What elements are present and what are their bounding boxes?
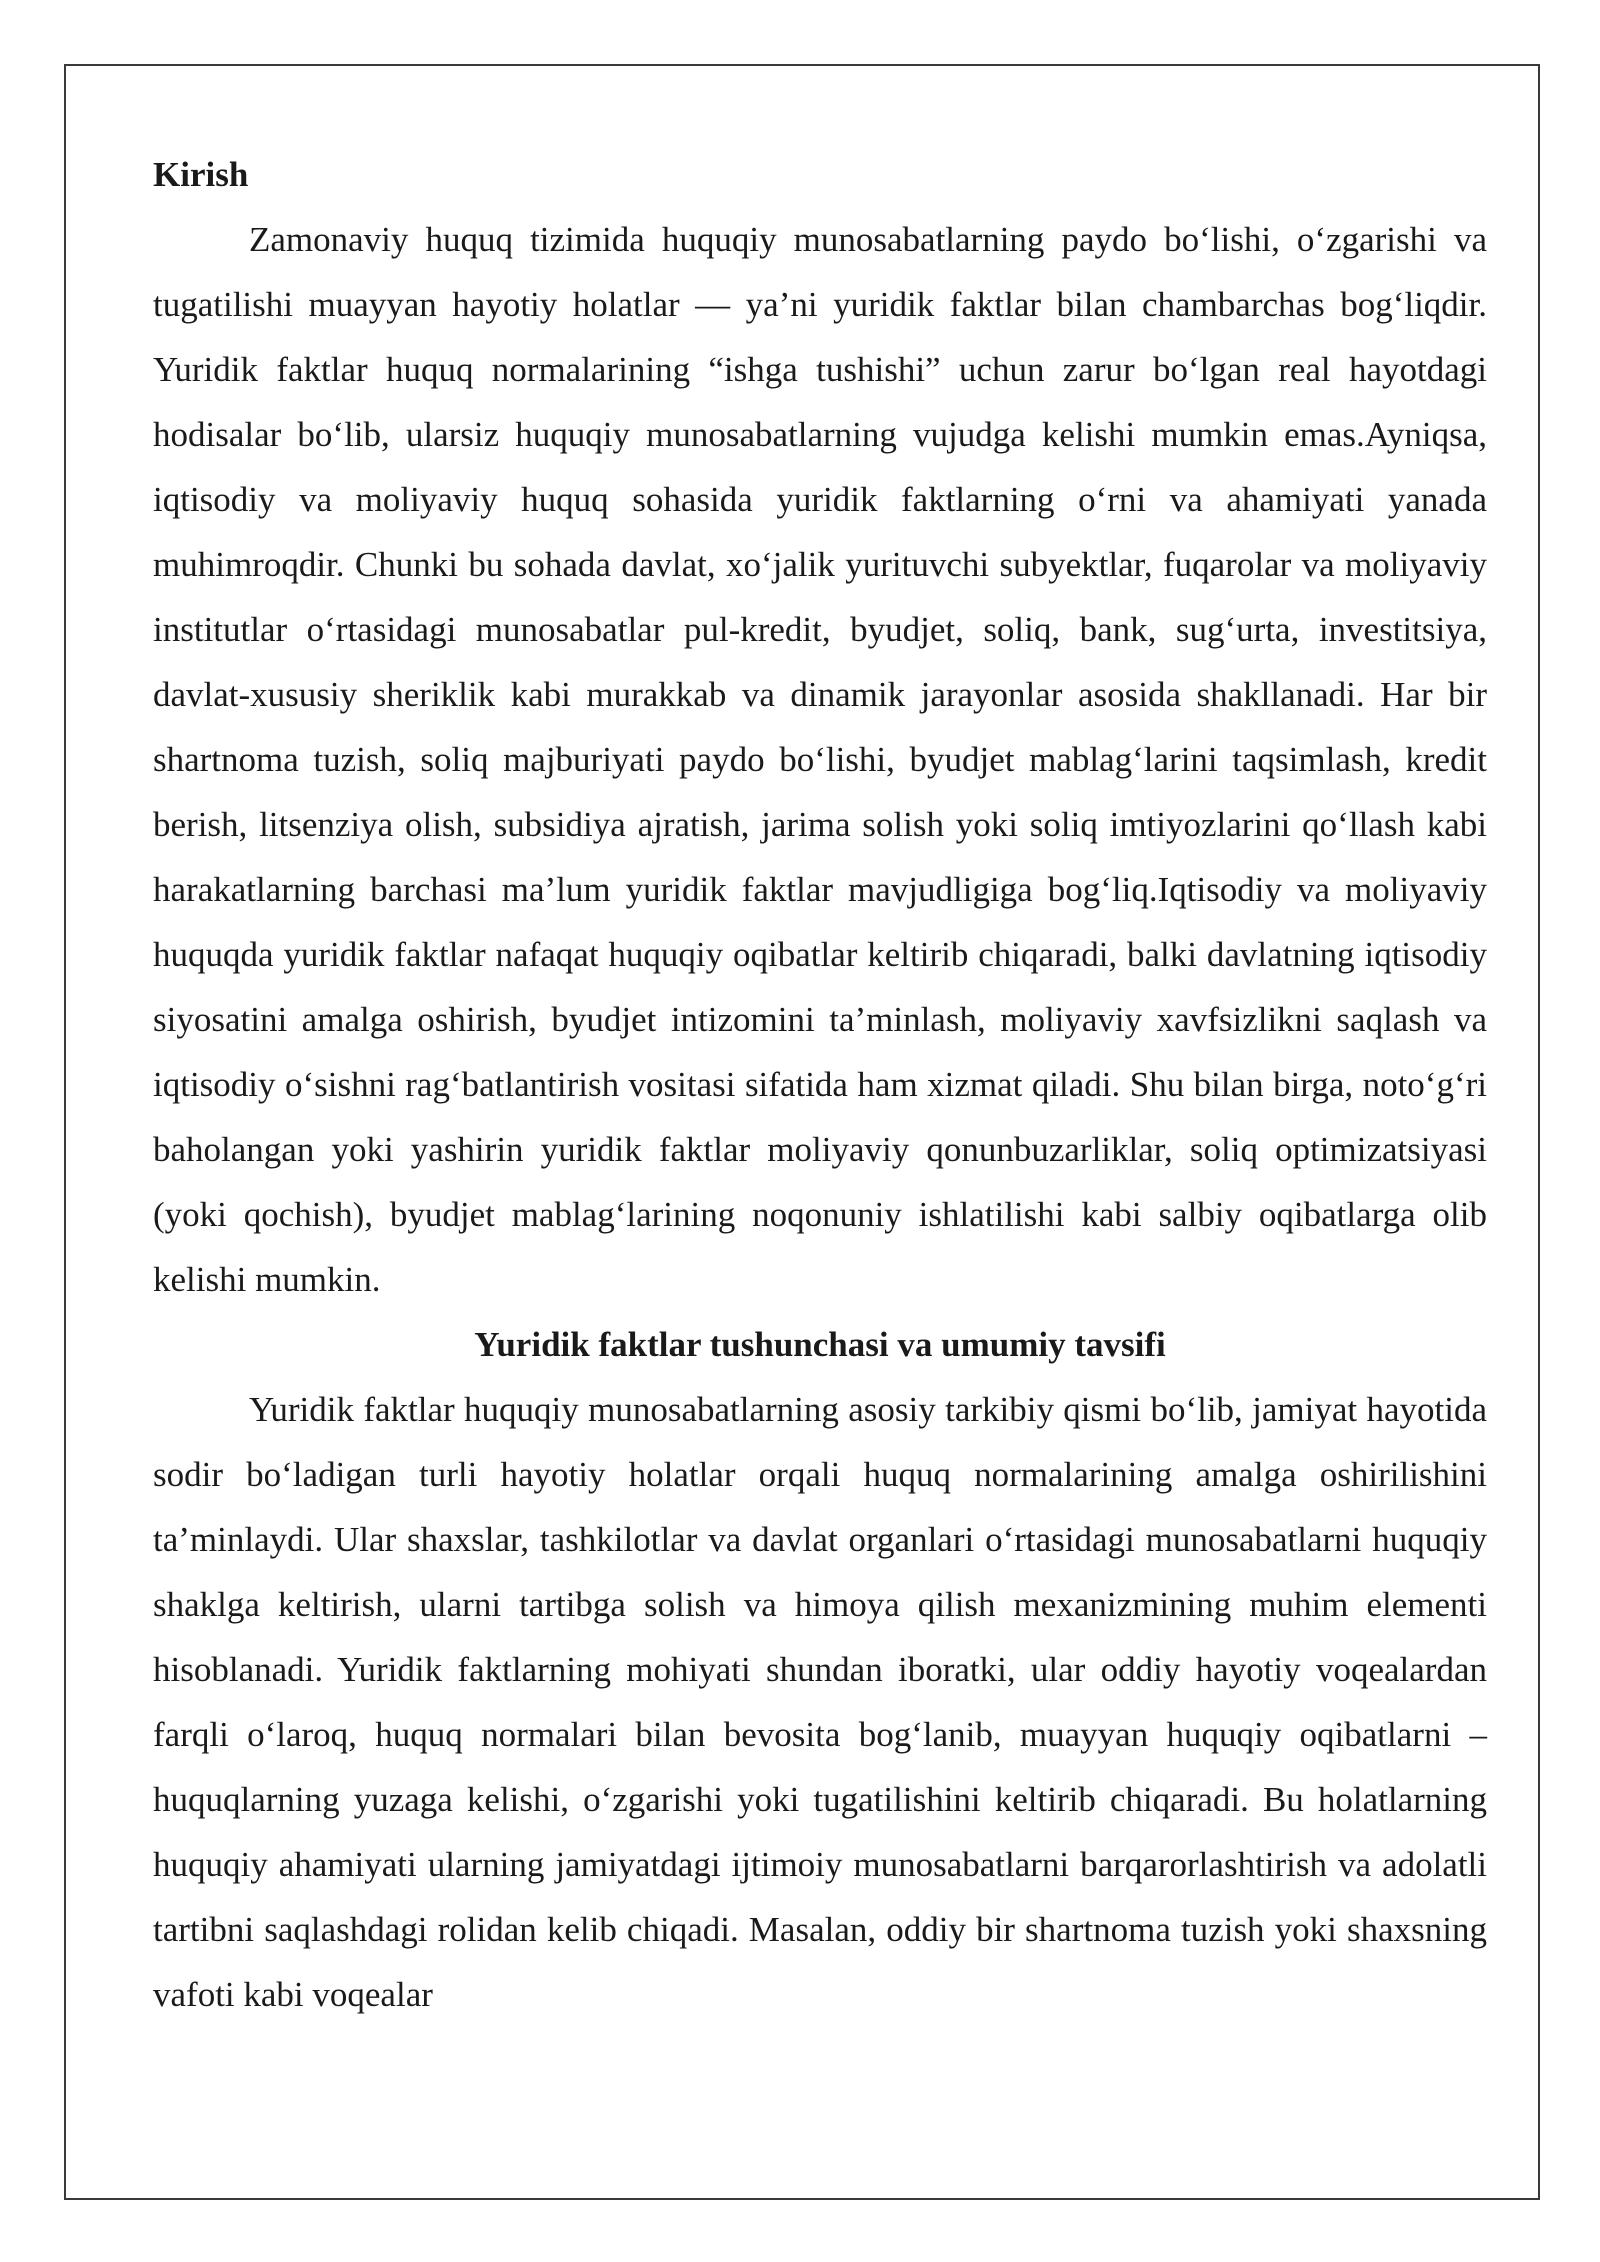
intro-paragraph: Zamonaviy huquq tizimida huquqiy munosabatlarning paydo bo‘lishi, o‘zgarishi va tugatilishi muayyan hayotiy holatlar — ya’ni yuridik faktlar bilan chambarchas bog‘liqdir. Yuridik faktlar huquq normalarining “ishga tushishi” uchun zarur bo‘lgan real hayotdagi hodisalar bo‘lib, ularsiz huquqiy munosabatlarning vujudga kelishi mumkin emas.Ayniqsa, iqtisodiy va moliyaviy huquq sohasida yuridik faktlarning o‘rni va ahamiyati yanada muhimroqdir. Chunki bu sohada davlat, xo‘jalik yurituvchi subyektlar, fuqarolar va moliyaviy institutlar o‘rtasidagi munosabatlar pul-kredit, byudjet, soliq, bank, sug‘urta, investitsiya, davlat-xususiy sheriklik kabi murakkab va dinamik jarayonlar asosida shakllanadi. Har bir shartnoma tuzish, soliq majburiyati paydo bo‘lishi, byudjet mablag‘larini taqsimlash, kredit berish, litsenziya olish, subsidiya ajratish, jarima solish yoki soliq imtiyozlarini qo‘llash kabi harakatlarning barchasi ma’lum yuridik faktlar mavjudligiga bog‘liq.Iqtisodiy va moliyaviy huquqda yuridik faktlar nafaqat huquqiy oqibatlar keltirib chiqaradi, balki davlatning iqtisodiy siyosatini amalga oshirish, byudjet intizomini ta’minlash, moliyaviy xavfsizlikni saqlash va iqtisodiy o‘sishni rag‘batlantirish vositasi sifatida ham xizmat qiladi. Shu bilan birga, noto‘g‘ri baholangan yoki yashirin yuridik faktlar moliyaviy qonunbuzarliklar, soliq optimizatsiyasi (yoki qochish), byudjet mablag‘larining noqonuniy ishlatilishi kabi salbiy oqibatlarga olib kelishi mumkin.	[153, 220, 1487, 1299]
document-body	[153, 142, 1487, 2027]
section-paragraph: Yuridik faktlar huquqiy munosabatlarning asosiy tarkibiy qismi bo‘lib, jamiyat hayotida sodir bo‘ladigan turli hayotiy holatlar orqali huquq normalarining amalga oshirilishini ta’minlaydi. Ular shaxslar, tashkilotlar va davlat organlari o‘rtasidagi munosabatlarni huquqiy shaklga keltirish, ularni tartibga solish va himoya qilish mexanizmining muhim elementi hisoblanadi. Yuridik faktlarning mohiyati shundan iboratki, ular oddiy hayotiy voqealardan farqli o‘laroq, huquq normalari bilan bevosita bog‘lanib, muayyan huquqiy oqibatlarni – huquqlarning yuzaga kelishi, o‘zgarishi yoki tugatilishini keltirib chiqaradi. Bu holatlarning huquqiy ahamiyati ularning jamiyatdagi ijtimoiy munosabatlarni barqarorlashtirish va adolatli tartibni saqlashdagi rolidan kelib chiqadi. Masalan, oddiy bir shartnoma tuzish yoki shaxsning vafoti kabi voqealar	[153, 1390, 1487, 2014]
intro-heading: Kirish	[153, 155, 249, 194]
section-heading: Yuridik faktlar tushunchasi va umumiy tavsifi	[474, 1325, 1166, 1364]
